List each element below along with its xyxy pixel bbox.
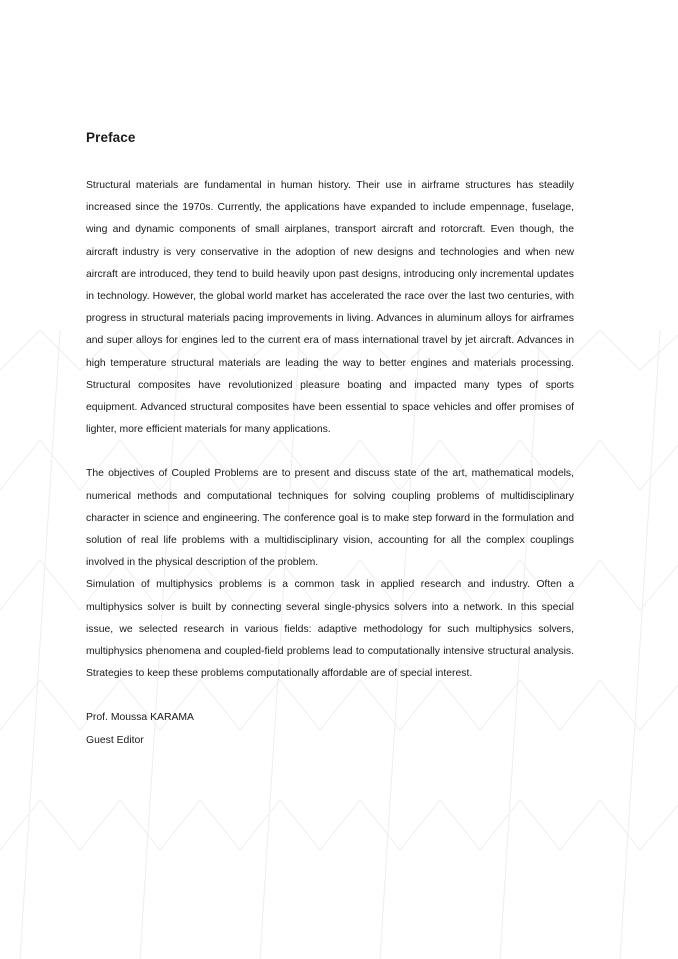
preface-page	[86, 130, 574, 752]
signature-role: Guest Editor	[86, 734, 144, 746]
paragraph-gap	[86, 441, 574, 463]
signature-name: Prof. Moussa KARAMA	[86, 712, 194, 724]
preface-title: Preface	[86, 130, 136, 145]
preface-paragraph-2: The objectives of Coupled Problems are to present and discuss state of the art, mathematical models, numerical methods and computational techniques for solving coupling problems of multidisciplinary character in science and engineering. The conference goal is to make step forward in the formulation and solution of real life problems with a multidisciplinary vision, accounting for all the complex couplings involved in the physical description of the problem.	[86, 468, 574, 569]
preface-paragraph-1: Structural materials are fundamental in human history. Their use in airframe structures has steadily increased since the 1970s. Currently, the applications have expanded to include empennage, fuselage, wing and dynamic components of small airplanes, transport aircraft and rotorcraft. Even though, the aircraft industry is very conservative in the adoption of new designs and technologies and when new aircraft are introduced, they tend to build heavily upon past designs, introducing only incremental updates in technology. However, the global world market has accelerated the race over the last two centuries, with progress in structural materials pacing improvements in living. Advances in aluminum alloys for airframes and super alloys for engines led to the current era of mass international travel by jet aircraft. Advances in high temperature structural materials are leading the way to better engines and materials processing. Structural composites have revolutionized pleasure boating and impacted many types of sports equipment. Advanced structural composites have been essential to space vehicles and offer promises of lighter, more efficient materials for many applications.	[86, 180, 574, 436]
preface-paragraph-3: Simulation of multiphysics problems is a common task in applied research and industry. Often a multiphysics solver is built by connecting several single-physics solvers into a network. In this special issue, we selected research in various fields: adaptive methodology for such multiphysics solvers, multiphysics phenomena and coupled-field problems lead to computationally intensive structural analysis. Strategies to keep these problems computationally affordable are of special interest.	[86, 579, 574, 680]
paragraph-gap	[86, 685, 574, 707]
